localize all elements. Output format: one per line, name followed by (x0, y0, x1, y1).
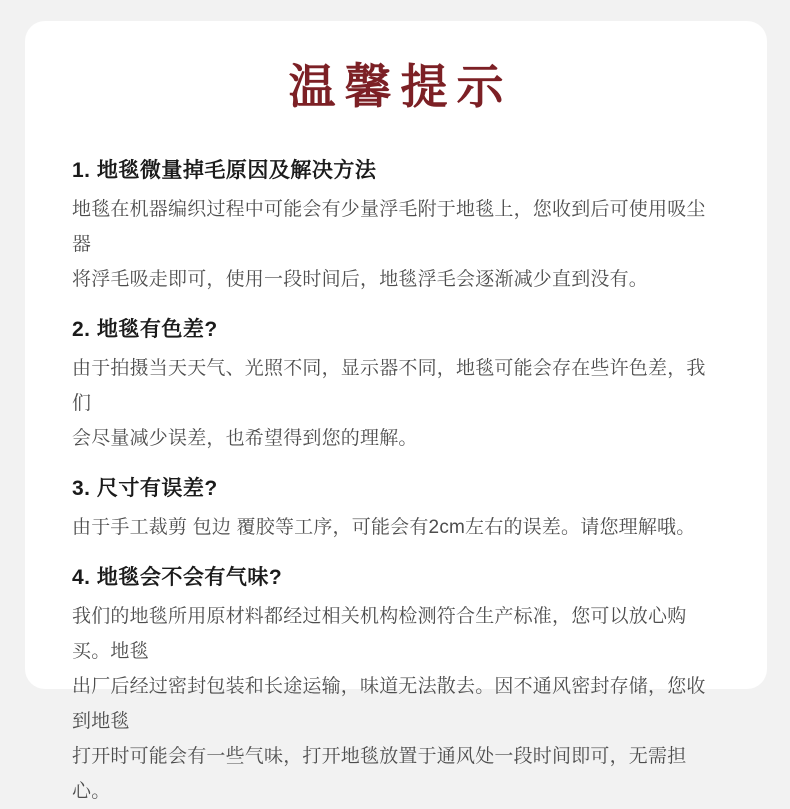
section-size-tolerance (72, 474, 720, 545)
section-odor (72, 563, 720, 809)
section-odor-line-3: 打开时可能会有一些气味，打开地毯放置于通风处一段时间即可，无需担心。 (72, 746, 687, 802)
section-color-difference (72, 315, 720, 456)
section-color-difference-heading: 2. 地毯有色差? (72, 318, 218, 341)
notice-card (25, 21, 767, 802)
section-size-tolerance-heading: 3. 尺寸有误差? (72, 477, 218, 500)
section-color-difference-line-2: 会尽量减少误差，也希望得到您的理解。 (72, 428, 418, 449)
section-odor-line-1: 我们的地毯所用原材料都经过相关机构检测符合生产标准，您可以放心购买。地毯 (72, 606, 687, 662)
section-odor-heading: 4. 地毯会不会有气味? (72, 566, 283, 589)
section-shedding-line-2: 将浮毛吸走即可，使用一段时间后，地毯浮毛会逐渐减少直到没有。 (72, 269, 649, 290)
section-shedding (72, 156, 720, 297)
page-title: 温馨提示 (288, 60, 513, 115)
section-odor-line-2: 出厂后经过密封包装和长途运输，味道无法散去。因不通风密封存储，您收到地毯 (72, 676, 706, 732)
section-color-difference-line-1: 由于拍摄当天天气、光照不同，显示器不同，地毯可能会存在些许色差，我们 (72, 358, 706, 414)
section-shedding-heading: 1. 地毯微量掉毛原因及解决方法 (72, 159, 377, 182)
section-size-tolerance-line-1: 由于手工裁剪 包边 覆胶等工序，可能会有2cm左右的误差。请您理解哦。 (72, 517, 696, 538)
section-shedding-line-1: 地毯在机器编织过程中可能会有少量浮毛附于地毯上，您收到后可使用吸尘器 (72, 199, 706, 255)
